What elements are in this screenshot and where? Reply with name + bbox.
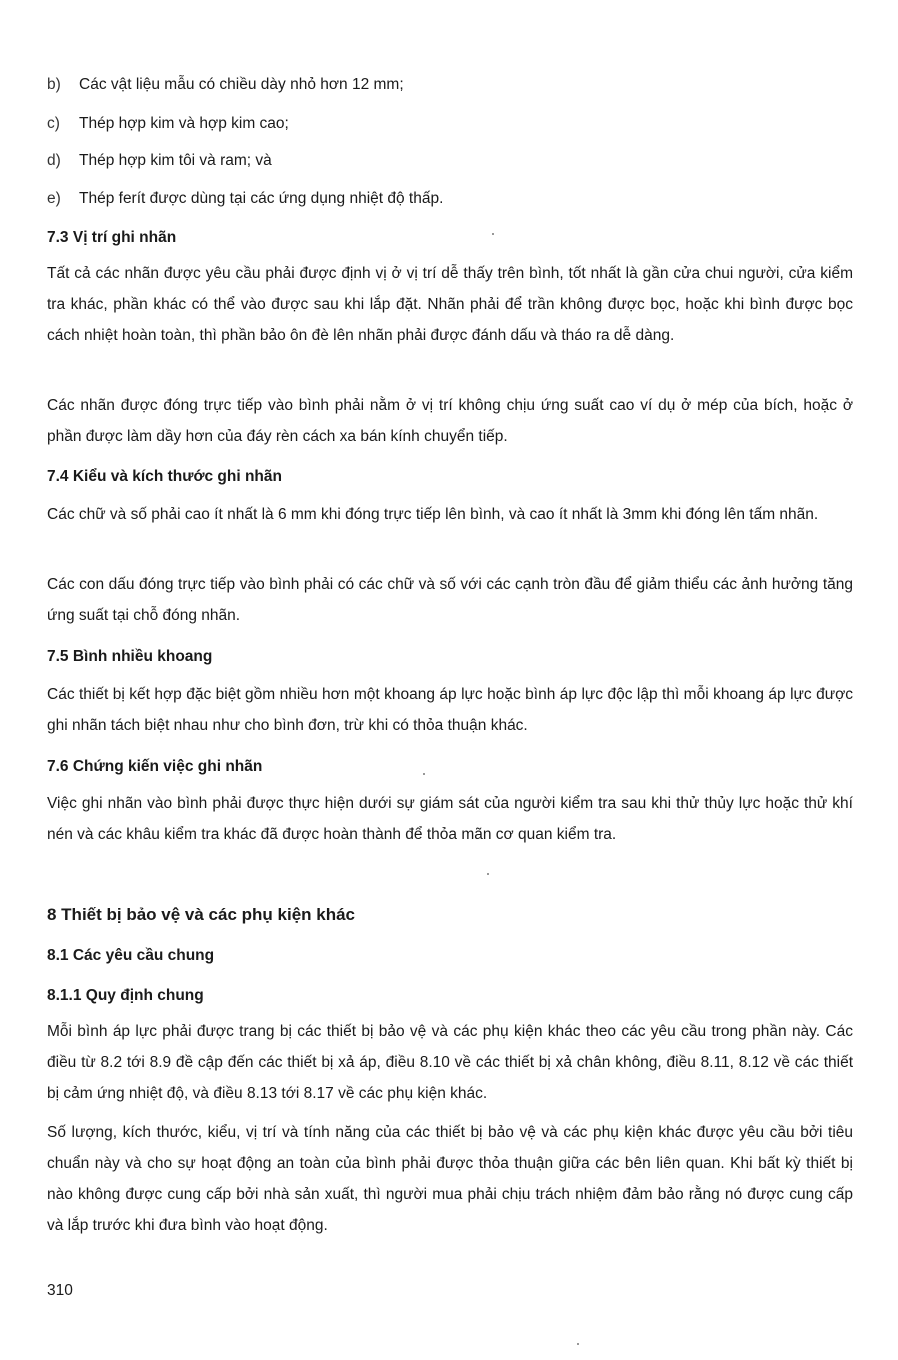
paragraph: Các thiết bị kết hợp đặc biệt gồm nhiều hơn một khoang áp lực hoặc bình áp lực độc lập thì mỗi khoang áp lực được ghi nhãn tách biệt nhau như cho bình đơn, trừ khi có thỏa thuận khác. — [47, 686, 853, 734]
list-item-text: Thép ferít được dùng tại các ứng dụng nhiệt độ thấp. — [79, 190, 444, 207]
list-marker: d) — [47, 152, 61, 169]
section-heading-7-3: 7.3 Vị trí ghi nhãn — [47, 229, 177, 246]
section-heading-8-1: 8.1 Các yêu cầu chung — [47, 947, 215, 964]
section-heading-7-6: 7.6 Chứng kiến việc ghi nhãn — [47, 758, 263, 775]
list-item-text: Thép hợp kim và hợp kim cao; — [79, 115, 289, 132]
paragraph: Các con dấu đóng trực tiếp vào bình phải có các chữ và số với các cạnh tròn đầu để giảm thiểu các ảnh hưởng tăng ứng suất tại chỗ đóng nhãn. — [47, 576, 853, 624]
paragraph: Tất cả các nhãn được yêu cầu phải được định vị ở vị trí dễ thấy trên bình, tốt nhất là gần cửa chui người, cửa kiểm tra khác, phần khác có thể vào được sau khi lắp đặt. Nhãn phải để trần không được bọc, hoặc khi bình được bọc cách nhiệt hoàn toàn, thì phần bảo ôn đè lên nhãn phải được đánh dấu và tháo ra dễ dàng. — [47, 265, 853, 344]
paragraph: Số lượng, kích thước, kiểu, vị trí và tính năng của các thiết bị bảo vệ và các phụ kiện khác được yêu cầu bởi tiêu chuẩn này và cho sự hoạt động an toàn của bình phải được thỏa thuận giữa các bên liên quan. Khi bất kỳ thiết bị nào không được cung cấp bởi nhà sản xuất, thì người mua phải chịu trách nhiệm đảm bảo rằng nó được cung cấp và lắp trước khi đưa bình vào hoạt động. — [47, 1124, 853, 1234]
scan-speck — [577, 1343, 579, 1345]
scan-speck — [492, 233, 494, 235]
paragraph: Các nhãn được đóng trực tiếp vào bình phải nằm ở vị trí không chịu ứng suất cao ví dụ ở mép của bích, hoặc ở phần được làm dầy hơn của đáy rèn cách xa bán kính chuyển tiếp. — [47, 397, 853, 445]
list-item — [47, 114, 289, 134]
list-item-text: Thép hợp kim tôi và ram; và — [79, 152, 272, 169]
section-heading-8-1-1: 8.1.1 Quy định chung — [47, 987, 204, 1004]
list-marker: c) — [47, 115, 60, 132]
section-heading-7-5: 7.5 Bình nhiều khoang — [47, 648, 213, 665]
list-marker: e) — [47, 190, 61, 207]
section-heading-7-4: 7.4 Kiểu và kích thước ghi nhãn — [47, 468, 282, 485]
paragraph: Các chữ và số phải cao ít nhất là 6 mm khi đóng trực tiếp lên bình, và cao ít nhất là 3mm khi đóng lên tấm nhãn. — [47, 506, 819, 523]
list-item — [47, 75, 404, 95]
page-number: 310 — [47, 1282, 73, 1299]
scan-speck — [487, 873, 489, 875]
list-marker: b) — [47, 76, 61, 93]
list-item — [47, 151, 272, 171]
chapter-heading-8: 8 Thiết bị bảo vệ và các phụ kiện khác — [47, 905, 356, 924]
list-item-text: Các vật liệu mẫu có chiều dày nhỏ hơn 12 mm; — [79, 76, 404, 93]
scan-speck — [423, 773, 425, 775]
paragraph: Việc ghi nhãn vào bình phải được thực hiện dưới sự giám sát của người kiểm tra sau khi thử thủy lực hoặc thử khí nén và các khâu kiểm tra khác đã được hoàn thành để thỏa mãn cơ quan kiểm tra. — [47, 795, 853, 843]
list-item — [47, 189, 443, 209]
paragraph: Mỗi bình áp lực phải được trang bị các thiết bị bảo vệ và các phụ kiện khác theo các yêu cầu trong phần này. Các điều từ 8.2 tới 8.9 đề cập đến các thiết bị xả áp, điều 8.10 về các thiết bị xả chân không, điều 8.11, 8.12 về các thiết bị cảm ứng nhiệt độ, và điều 8.13 tới 8.17 về các phụ kiện khác. — [47, 1023, 853, 1102]
